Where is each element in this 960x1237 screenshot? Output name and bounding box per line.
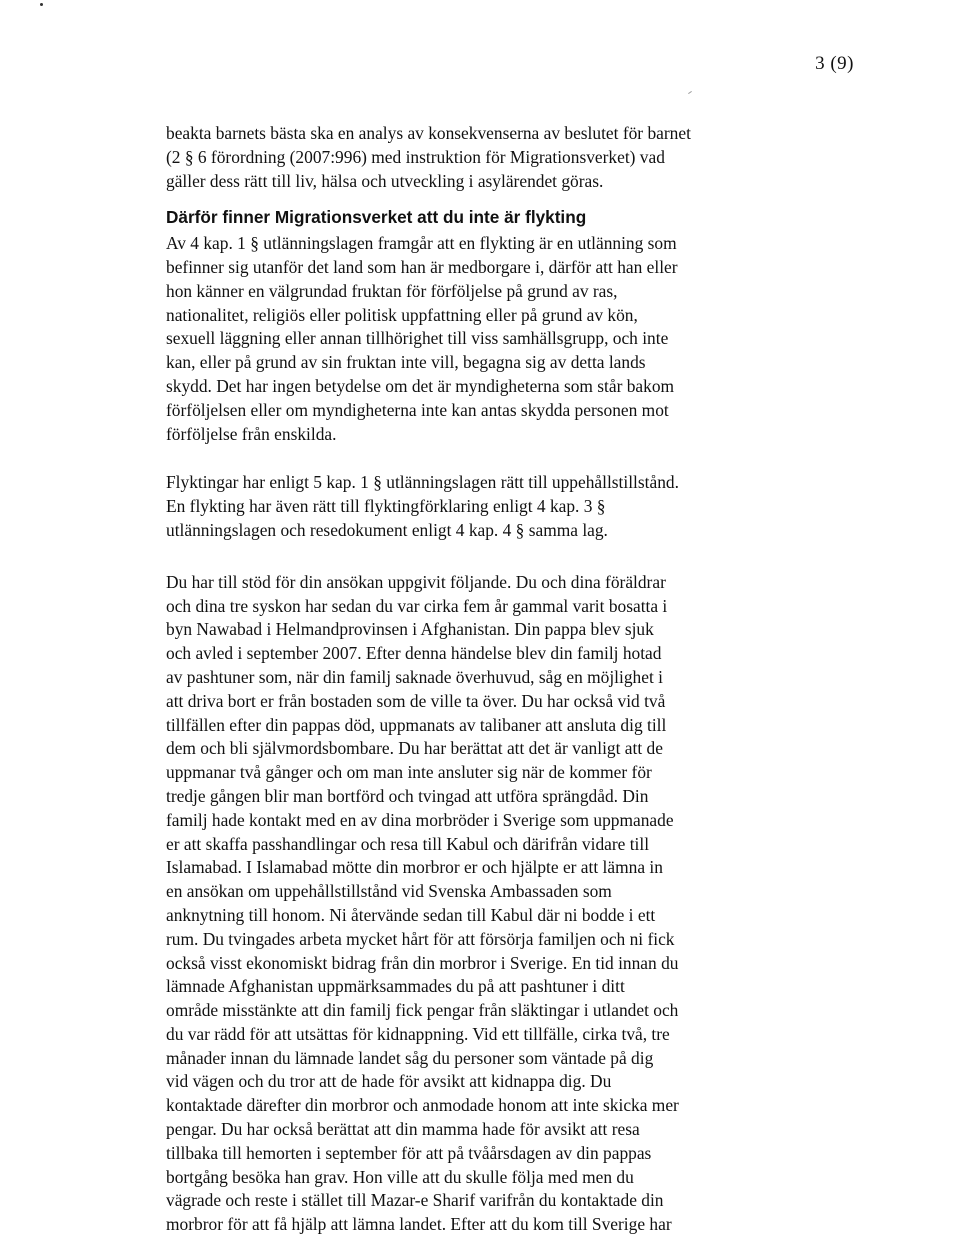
intro-paragraph: [166, 122, 778, 193]
text-line: byn Nawabad i Helmandprovinsen i Afghanistan. Din pappa blev sjuk: [166, 619, 654, 640]
text-line: månader innan du lämnade landet såg du personer som väntade på dig: [166, 1047, 654, 1068]
text-line: beakta barnets bästa ska en analys av konsekvenserna av beslutet för barnet: [166, 123, 691, 143]
text-line: förföljelse från enskilda.: [166, 423, 337, 444]
text-line: tredje gången blir man bortförd och tvingad att utföra sprängdåd. Din: [166, 785, 649, 806]
text-line: Islamabad. I Islamabad mötte din morbror er och hjälpte er att lämna in: [166, 857, 663, 878]
text-line: gäller dess rätt till liv, hälsa och utveckling i asylärendet göras.: [166, 170, 604, 191]
text-line: vägrade och reste i stället till Mazar-e Sharif varifrån du kontaktade din: [166, 1190, 664, 1211]
page-number: 3 (9): [815, 53, 854, 74]
text-line: Av 4 kap. 1 § utlänningslagen framgår att en flykting är en utlänning som: [166, 233, 677, 254]
text-line: morbror för att få hjälp att lämna landet. Efter att du kom till Sverige har: [166, 1214, 672, 1235]
text-line: skydd. Det har ingen betydelse om det är myndigheterna som står bakom: [166, 375, 675, 396]
text-line: bortgång besöka han grav. Hon ville att du skulle följa med men du: [166, 1166, 634, 1187]
text-line: pengar. Du har också berättat att din mamma hade för avsikt att resa: [166, 1119, 640, 1140]
text-line: tillbaka till hemorten i september för att på tvåårsdagen av din pappas: [166, 1142, 652, 1163]
applicant-story-paragraph: [166, 571, 778, 1237]
text-line: att driva bort er från bostaden som de ville ta över. Du har också vid två: [166, 690, 666, 711]
section-heading: Därför finner Migrationsverket att du inte är flykting: [166, 207, 587, 228]
text-line: vid vägen och du tror att de hade för avsikt att kidnappa dig. Du: [166, 1071, 612, 1092]
text-line: sexuell läggning eller annan tillhörighet till viss samhällsgrupp, och inte: [166, 328, 669, 349]
scan-mark: [688, 91, 692, 94]
text-line: familj hade kontakt med en av dina morbröder i Sverige som uppmanade: [166, 809, 674, 830]
text-line: rum. Du tvingades arbeta mycket hårt för att försörja familjen och ni fick: [166, 928, 675, 949]
scan-speck: [40, 3, 43, 6]
text-line: förföljelsen eller om myndigheterna inte kan antas skydda personen mot: [166, 399, 669, 420]
text-line: Flyktingar har enligt 5 kap. 1 § utlänningslagen rätt till uppehållstillstånd.: [166, 472, 679, 493]
text-line: En flykting har även rätt till flyktingförklaring enligt 4 kap. 3 §: [166, 496, 606, 517]
refugee-rights-paragraph: [166, 471, 778, 542]
text-line: tillfällen efter din pappas död, uppmanats av talibaner att ansluta dig till: [166, 714, 667, 735]
text-line: område misstänkte att din familj fick pengar från släktingar i utlandet och: [166, 1000, 679, 1021]
text-line: utlänningslagen och resedokument enligt 4 kap. 4 § samma lag.: [166, 519, 608, 540]
text-line: av pashtuner som, när din familj saknade överhuvud, såg en möjlighet i: [166, 666, 663, 687]
text-line: Du har till stöd för din ansökan uppgivit följande. Du och dina föräldrar: [166, 571, 666, 592]
text-line: nationalitet, religiös eller politisk uppfattning eller på grund av kön,: [166, 304, 638, 325]
text-line: också visst ekonomiskt bidrag från din morbror i Sverige. En tid innan du: [166, 952, 679, 973]
text-line: och dina tre syskon har sedan du var cirka fem år gammal varit bosatta i: [166, 595, 668, 616]
text-line: befinner sig utanför det land som han är medborgare i, därför att han eller: [166, 256, 678, 277]
text-line: dem och bli självmordsbombare. Du har berättat att det är vanligt att de: [166, 738, 663, 759]
text-line: lämnade Afghanistan uppmärksammades du på att pashtuner i ditt: [166, 976, 625, 997]
text-line: er att skaffa passhandlingar och resa till Kabul och därifrån vidare till: [166, 833, 650, 854]
text-line: och avled i september 2007. Efter denna händelse blev din familj hotad: [166, 643, 662, 664]
text-line: en ansökan om uppehållstillstånd vid Svenska Ambassaden som: [166, 881, 612, 902]
text-line: anknytning till honom. Ni återvände sedan till Kabul där ni bodde i ett: [166, 904, 656, 925]
text-line: hon känner en välgrundad fruktan för förföljelse på grund av ras,: [166, 280, 618, 301]
text-line: kan, eller på grund av sin fruktan inte vill, begagna sig av detta lands: [166, 352, 646, 373]
text-line: uppmanar två gånger och om man inte ansluter sig när de kommer för: [166, 762, 652, 783]
text-line: kontaktade därefter din morbror och anmodade honom att inte skicka mer: [166, 1095, 679, 1116]
document-body: [166, 122, 778, 1237]
text-line: (2 § 6 förordning (2007:996) med instruktion för Migrationsverket) vad: [166, 146, 665, 167]
text-line: du var rädd för att utsättas för kidnappning. Vid ett tillfälle, cirka två, tre: [166, 1023, 670, 1044]
refugee-definition-paragraph: [166, 232, 778, 446]
